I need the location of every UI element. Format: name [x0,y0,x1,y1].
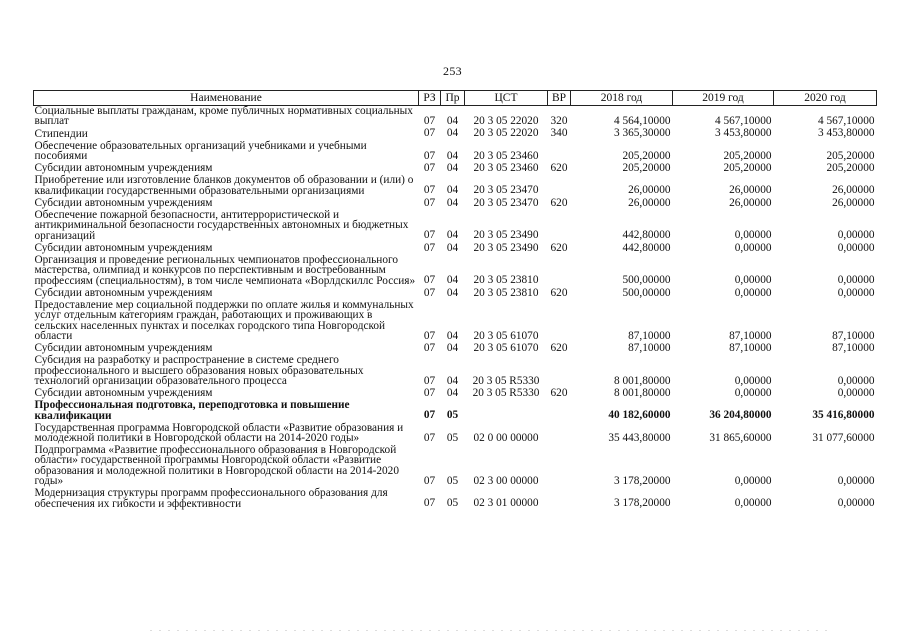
cell-name: Субсидии автономным учреждениям [34,286,213,299]
cell-name: Обеспечение пожарной безопасности, антитеррористической и антикриминальной безопасности государственных автономных и бюджетных организаций [34,208,409,242]
cell-rz: 07 [423,229,436,242]
table-row [34,243,877,255]
cell-y2018: 205,20000 [622,162,671,174]
cell-y2019: 205,20000 [723,149,772,162]
cell-vr: 620 [550,241,568,254]
cell-y2018: 442,80000 [622,241,671,254]
cell-cst [465,400,548,422]
cell-rz: 07 [423,196,436,209]
cell-cst: 20 3 05 23470 [473,196,539,209]
cell-rz: 07 [423,184,436,197]
cell-cst: 20 3 05 22020 [473,127,539,140]
table-row [34,175,877,197]
cell-y2019: 26,00000 [729,184,772,197]
cell-rz: 07 [423,387,436,399]
cell-rz: 07 [423,329,436,342]
cell-y2019: 0,00000 [734,497,772,510]
cell-cst: 20 3 05 23460 [473,149,539,162]
cell-pr: 05 [446,431,459,444]
cell-cst: 02 3 00 00000 [473,475,539,488]
cell-vr [548,355,571,388]
cell-cst: 20 3 05 22020 [473,115,539,128]
cell-rz: 07 [423,342,436,354]
cell-pr: 04 [446,374,459,387]
header-2019: 2019 год [673,91,774,106]
cell-vr [548,255,571,288]
cell-cst: 20 3 05 R5330 [472,374,540,387]
cell-name: Социальные выплаты гражданам, кроме публичных нормативных социальных выплат [34,105,413,128]
cell-y2020: 35 416,80000 [812,409,875,422]
cell-y2020: 0,00000 [837,497,875,510]
cell-rz: 07 [423,115,436,128]
cell-vr [548,300,571,343]
cell-rz: 07 [423,475,436,488]
cell-pr: 04 [446,149,459,162]
header-cst: ЦСТ [465,91,548,106]
header-2020: 2020 год [774,91,877,106]
cell-pr: 04 [446,162,459,174]
cell-vr: 620 [550,196,568,209]
cell-y2020: 87,10000 [832,329,875,342]
cell-y2019: 0,00000 [734,475,772,488]
cell-pr: 04 [446,196,459,209]
header-rz: РЗ [419,91,441,106]
cell-vr [548,488,571,510]
cell-pr: 04 [446,286,459,299]
cell-vr [548,141,571,163]
cell-y2020: 3 453,80000 [818,127,875,140]
table-row [34,288,877,300]
cell-y2019: 0,00000 [734,241,772,254]
cell-pr: 04 [446,184,459,197]
cell-rz: 07 [423,241,436,254]
cell-y2019: 0,00000 [734,274,772,287]
cell-name: Приобретение или изготовление бланков документов об образовании и (или) о квалификации государственными образовательными организациями [34,174,414,197]
cell-rz: 07 [423,286,436,299]
cell-rz: 07 [423,127,436,140]
table-row [34,141,877,163]
cell-y2018: 87,10000 [628,329,671,342]
cell-y2018: 442,80000 [622,229,671,242]
table-row [34,488,877,510]
cell-name: Субсидии автономным учреждениям [34,342,213,355]
table-row [34,355,877,388]
cell-cst: 20 3 05 23810 [473,286,539,299]
cell-y2018: 205,20000 [622,149,671,162]
cell-pr: 05 [446,497,459,510]
table-row [34,210,877,243]
table-header-row [34,91,877,106]
cell-rz: 07 [423,409,436,422]
header-vr: ВР [548,91,571,106]
cell-y2018: 26,00000 [628,184,671,197]
cell-cst: 02 0 00 00000 [473,431,539,444]
cell-y2018: 8 001,80000 [614,374,671,387]
cell-name: Субсидии автономным учреждениям [34,196,213,209]
cell-vr: 620 [550,342,568,354]
cell-y2020: 205,20000 [826,149,875,162]
cell-pr: 05 [446,475,459,488]
cell-y2020: 0,00000 [837,229,875,242]
cell-vr [548,445,571,488]
page-number: 253 [443,64,462,78]
cell-y2020: 0,00000 [837,374,875,387]
cell-cst: 20 3 05 23810 [473,274,539,287]
header-2018: 2018 год [571,91,673,106]
cell-cst: 20 3 05 23470 [473,184,539,197]
cell-name: Подпрограмма «Развитие профессионального образования в Новгородской области» государственной программы Новгородской области «Развитие образования и молодежной политики в Новгородской области на 2014-2020 годы» [34,444,399,488]
cell-vr: 320 [550,115,568,128]
cell-name: Модернизация структуры программ профессионального образования для обеспечения их гибкости и эффективности [34,487,388,510]
cell-vr: 620 [550,286,568,299]
cell-y2019: 26,00000 [729,196,772,209]
table-row [34,300,877,343]
cell-y2018: 3 178,20000 [614,497,671,510]
cell-vr: 620 [550,162,568,174]
cell-pr: 04 [446,342,459,354]
cell-cst: 20 3 05 R5330 [472,387,540,399]
cell-name: Субсидии автономным учреждениям [34,162,213,175]
cell-rz: 07 [423,162,436,174]
cell-y2019: 87,10000 [729,329,772,342]
cell-vr [548,400,571,422]
cell-y2020: 26,00000 [832,184,875,197]
cell-rz: 07 [423,431,436,444]
cell-y2019: 4 567,10000 [715,115,772,128]
cell-pr: 04 [446,241,459,254]
cell-name: Обеспечение образовательных организаций учебниками и учебными пособиями [34,139,367,162]
cell-pr: 05 [446,409,459,422]
cell-vr: 340 [550,127,568,140]
cell-y2020: 26,00000 [832,196,875,209]
cell-y2019: 87,10000 [729,342,772,354]
table-row [34,445,877,488]
cell-y2019: 0,00000 [734,374,772,387]
cell-pr: 04 [446,274,459,287]
header-pr: Пр [441,91,465,106]
cell-y2018: 3 178,20000 [614,475,671,488]
table-row [34,423,877,445]
cell-name: Стипендии [34,127,88,140]
cell-y2020: 0,00000 [837,387,875,399]
cell-pr: 04 [446,127,459,140]
budget-table [33,90,877,511]
cell-y2018: 87,10000 [628,342,671,354]
cell-y2020: 0,00000 [837,475,875,488]
cell-pr: 04 [446,229,459,242]
cell-rz: 07 [423,374,436,387]
cell-cst: 20 3 05 23490 [473,241,539,254]
cell-y2019: 0,00000 [734,387,772,399]
cell-y2018: 500,00000 [622,286,671,299]
cell-y2019: 31 865,60000 [709,431,772,444]
cell-y2019: 0,00000 [734,229,772,242]
cell-name: Организация и проведение региональных чемпионатов профессионального мастерства, олимпиад и конкурсов по перспективным и востребованным профессиям (специальностям), в том числе чемпионата «Ворлдскиллс Россия» [34,253,416,287]
cell-y2020: 87,10000 [832,342,875,354]
table-row [34,128,877,140]
cell-vr [548,210,571,243]
cell-cst: 20 3 05 61070 [473,342,539,354]
cell-vr [548,423,571,445]
cell-vr: 620 [550,387,568,399]
cell-y2019: 0,00000 [734,286,772,299]
cell-rz: 07 [423,274,436,287]
cell-pr: 04 [446,329,459,342]
header-name: Наименование [34,91,419,106]
cell-cst: 02 3 01 00000 [473,497,539,510]
cell-cst: 20 3 05 23460 [473,162,539,174]
cell-vr [548,175,571,197]
cell-name: Профессиональная подготовка, переподготовка и повышение квалификации [34,399,350,422]
cell-y2018: 35 443,80000 [608,431,671,444]
cell-y2019: 36 204,80000 [709,409,772,422]
cell-y2018: 8 001,80000 [614,387,671,399]
cell-y2018: 40 182,60000 [608,409,671,422]
cell-y2020: 0,00000 [837,274,875,287]
cell-cst: 20 3 05 61070 [473,329,539,342]
cell-y2020: 0,00000 [837,286,875,299]
cell-y2019: 205,20000 [723,162,772,174]
cell-y2018: 3 365,30000 [614,127,671,140]
cell-y2018: 26,00000 [628,196,671,209]
cell-rz: 07 [423,149,436,162]
cell-name: Государственная программа Новгородской области «Развитие образования и молодежной политики в Новгородской области на 2014-2020 годы» [34,421,404,444]
cell-y2018: 4 564,10000 [614,115,671,128]
cell-rz: 07 [423,497,436,510]
table-row [34,106,877,129]
table-row [34,400,877,422]
cell-name: Субсидии автономным учреждениям [34,387,213,400]
cell-y2020: 31 077,60000 [812,431,875,444]
cell-y2019: 3 453,80000 [715,127,772,140]
table-row [34,198,877,210]
cell-cst: 20 3 05 23490 [473,229,539,242]
cell-name: Субсидии автономным учреждениям [34,241,213,254]
cell-y2020: 205,20000 [826,162,875,174]
cell-pr: 04 [446,115,459,128]
bleed-through-line [150,630,830,631]
cell-name: Предоставление мер социальной поддержки по оплате жилья и коммунальных услуг отдельным категориям граждан, работающих и проживающих в сельских населенных пунктах и поселках городского типа Новгородской области [34,298,414,342]
cell-name: Субсидия на разработку и распространение в системе среднего профессионального и высшего образования новых образовательных технологий организации образовательного процесса [34,354,364,387]
cell-y2020: 0,00000 [837,241,875,254]
cell-y2018: 500,00000 [622,274,671,287]
table-row [34,255,877,288]
cell-pr: 04 [446,387,459,399]
cell-y2020: 4 567,10000 [818,115,875,128]
